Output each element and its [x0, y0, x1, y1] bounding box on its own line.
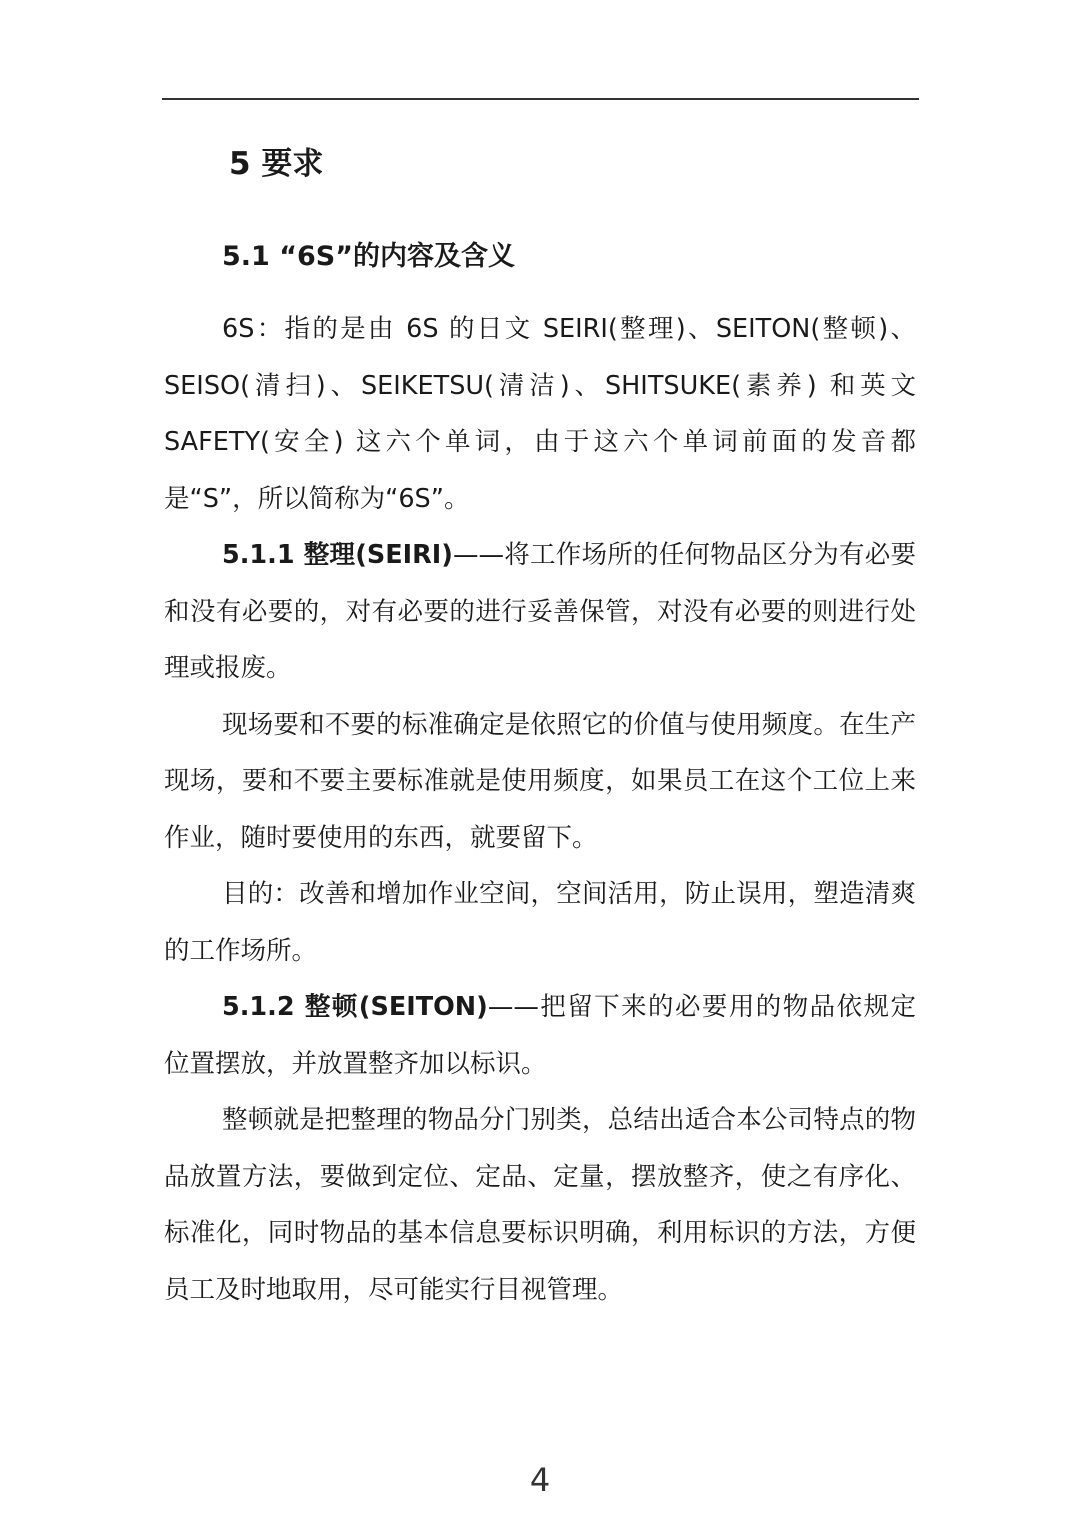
- paragraph-seiri-standard: 现场要和不要的标准确定是依照它的价值与使用频度。在生产现场，要和不要主要标准就是使用频度，如果员工在这个工位上来作业，随时要使用的东西，就要留下。: [164, 709, 916, 853]
- section-title: 5 要求: [229, 146, 324, 182]
- body-text: [164, 301, 916, 1318]
- paragraph-seiri-definition: [164, 527, 916, 697]
- definition-seiton: ——把留下来的必要用的物品依规定位置摆放，并放置整齐加以标识。: [164, 992, 916, 1079]
- subsection-title: 5.1 “6S”的内容及含义: [222, 241, 515, 272]
- page-number: 4: [529, 1461, 551, 1499]
- term-seiton: 5.1.2 整顿(SEITON): [222, 992, 488, 1022]
- term-seiri: 5.1.1 整理(SEIRI): [222, 540, 453, 570]
- paragraph-intro: 6S：指的是由 6S 的日文 SEIRI(整理)、SEITON(整顿)、SEISO(清扫)、SEIKETSU(清洁)、SHITSUKE(素养) 和英文 SAFETY(安全) 这六个单词，由于这六个单词前面的发音都是“S”，所以简称为“6S”。: [164, 314, 916, 514]
- paragraph-seiri-purpose: 目的：改善和增加作业空间，空间活用，防止误用，塑造清爽的工作场所。: [164, 879, 916, 966]
- definition-seiri: ——将工作场所的任何物品区分为有必要和没有必要的，对有必要的进行妥善保管，对没有必要的则进行处理或报废。: [164, 540, 916, 683]
- paragraph-seiton-detail: 整顿就是把整理的物品分门别类，总结出适合本公司特点的物品放置方法，要做到定位、定品、定量，摆放整齐，使之有序化、标准化，同时物品的基本信息要标识明确，利用标识的方法，方便员工及时地取用，尽可能实行目视管理。: [164, 1105, 916, 1305]
- header-divider: [162, 98, 919, 100]
- paragraph-seiton-definition: [164, 979, 916, 1092]
